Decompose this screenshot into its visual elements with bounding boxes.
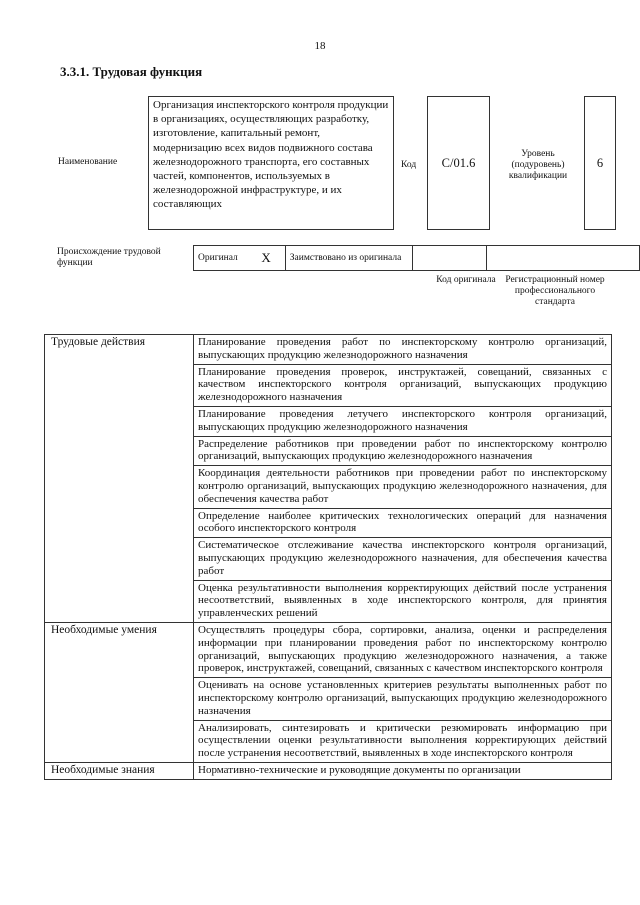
section-skills-item: Анализировать, синтезировать и критически резюмировать информацию при осуществлении оценки результативности выполнения корректирующих действий после устранения несоответствий, выявленных в ходе инспекторского контроля [194, 720, 612, 762]
reg-number-label: Регистрационный номер профессионального стандарта [505, 275, 605, 307]
page-number: 18 [314, 40, 326, 52]
section-skills-item: Осуществлять процедуры сбора, сортировки, анализа, оценки и распределения информации при планировании проведения работ по инспекторскому контролю организаций, выпускающих продукцию железнодорожного назначения, а также проверок, инструктажей, совещаний, связанных с качеством инспекторского контроля [194, 622, 612, 677]
function-content-table [44, 334, 612, 780]
level-value: 6 [584, 96, 616, 230]
section-skills-item: Оценивать на основе установленных критериев результаты выполненных работ по инспекторскому контролю организаций, выпускающих продукцию железнодорожного назначения [194, 678, 612, 720]
origin-label: Происхождение трудовой функции [57, 247, 161, 268]
section-title: 3.3.1. Трудовая функция [60, 64, 203, 79]
function-name-box: Организация инспекторского контроля продукции в организациях, осуществляющих разработку, изготовление, капитальный ремонт, модернизацию всех видов подвижного состава железнодорожного транспорта, его составных частей, компонентов, используемых в железнодорожной инфраструктуре, и их составляющих [148, 96, 394, 230]
origin-table [193, 245, 640, 271]
section-actions-row [45, 335, 612, 365]
section-actions-item: Распределение работников при проведении работ по инспекторскому контролю организаций, выпускающих продукцию железнодорожного назначения [194, 436, 612, 466]
level-label: Уровень (подуровень) квалификации [508, 148, 568, 181]
section-actions-item: Систематическое отслеживание качества инспекторского контроля организаций, выпускающих продукцию железнодорожного назначения, для обеспечения качества работ [194, 538, 612, 580]
original-mark: X [247, 246, 285, 271]
section-actions-item: Координация деятельности работников при проведении работ по инспекторскому контролю организаций, выпускающих продукцию железнодорожного назначения, для обеспечения качества работ [194, 466, 612, 508]
original-label: Оригинал [194, 246, 248, 271]
code-value: С/01.6 [427, 96, 490, 230]
origin-code-cell [413, 246, 487, 271]
section-knowledge-label: Необходимые знания [45, 762, 194, 779]
origin-code-label: Код оригинала [436, 275, 496, 285]
section-actions-label: Трудовые действия [45, 335, 194, 623]
section-knowledge-row [45, 762, 612, 779]
name-label: Наименование [58, 157, 118, 167]
section-actions-item: Определение наиболее критических технологических операций для назначения особого инспекторского контроля [194, 508, 612, 538]
section-skills-row [45, 622, 612, 677]
section-skills-label: Необходимые умения [45, 622, 194, 762]
section-actions-item: Планирование проведения летучего инспекторского контроля организаций, выпускающих продукцию железнодорожного назначения [194, 406, 612, 436]
section-actions-item: Планирование проведения работ по инспекторскому контролю организаций, выпускающих продукцию железнодорожного назначения [194, 335, 612, 365]
section-actions-item: Оценка результативности выполнения корректирующих действий после устранения несоответствий, выявленных в ходе инспекторского контроля, для принятия управленческих решений [194, 580, 612, 622]
code-label: Код [401, 160, 417, 170]
reg-number-cell [486, 246, 639, 271]
borrowed-label: Заимствовано из оригинала [285, 246, 412, 271]
section-actions-item: Планирование проведения проверок, инструктажей, совещаний, связанных с качеством инспекторского контроля организаций, выпускающих продукцию железнодорожного назначения [194, 364, 612, 406]
section-knowledge-item: Нормативно-технические и руководящие документы по организации [194, 762, 612, 779]
